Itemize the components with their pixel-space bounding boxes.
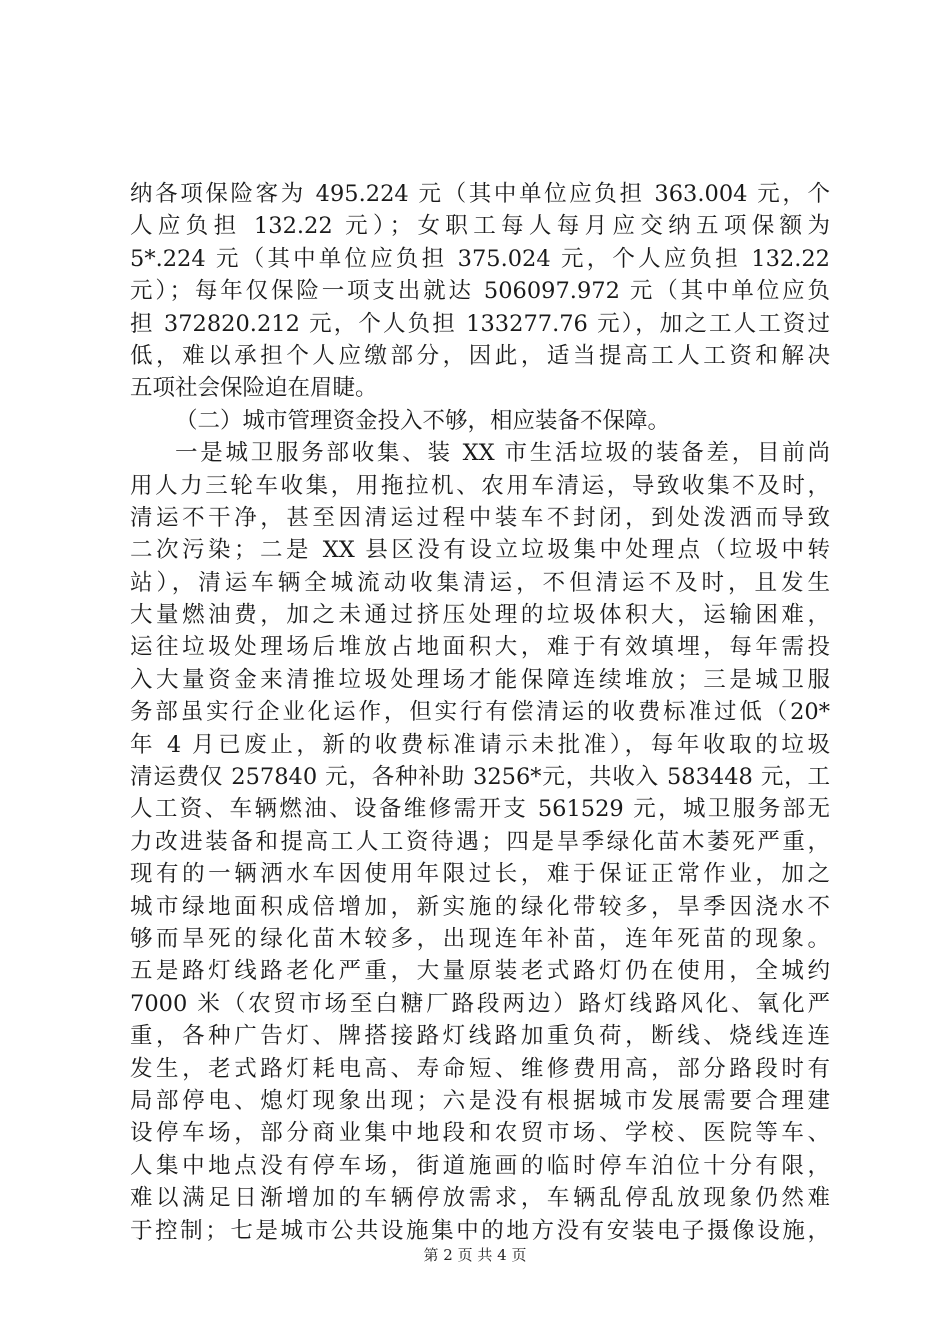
text-line: 元）；每年仅保险一项支出就达 506097.972 元（其中单位应负 xyxy=(130,278,830,305)
text-line: 力改进装备和提高工人工资待遇；四是旱季绿化苗木萎死严重， xyxy=(130,828,830,855)
text-line: 清运不干净，甚至因清运过程中装车不封闭，到处泼洒而导致 xyxy=(130,504,830,531)
text-line: 入大量资金来清推垃圾处理场才能保障连续堆放；三是城卫服 xyxy=(130,666,830,693)
text-line: 人工资、车辆燃油、设备维修需开支 561529 元，城卫服务部无 xyxy=(130,796,830,823)
text-line: 年 4 月已废止，新的收费标准请示未批准），每年收取的垃圾 xyxy=(130,731,830,758)
text-line: 于控制；七是城市公共设施集中的地方没有安装电子摄像设施， xyxy=(130,1217,830,1244)
text-line: 运往垃圾处理场后堆放占地面积大，难于有效填埋，每年需投 xyxy=(130,634,830,661)
text-line: 人集中地点没有停车场，街道施画的临时停车泊位十分有限， xyxy=(130,1152,830,1179)
text-line: 低，难以承担个人应缴部分，因此，适当提高工人工资和解决 xyxy=(130,342,830,369)
text-line: 纳各项保险客为 495.224 元（其中单位应负担 363.004 元，个 xyxy=(130,181,830,207)
text-line: 5*.224 元（其中单位应负担 375.024 元，个人应负担 132.22 xyxy=(130,245,830,272)
text-line: 人应负担 132.22 元）；女职工每人每月应交纳五项保额为 xyxy=(130,213,830,240)
text-line: 重，各种广告灯、牌搭接路灯线路加重负荷，断线、烧线连连 xyxy=(130,1023,830,1050)
text-line: 大量燃油费，加之未通过挤压处理的垃圾体积大，运输困难， xyxy=(130,602,830,629)
text-line: 城市绿地面积成倍增加，新实施的绿化带较多，旱季因浇水不 xyxy=(130,893,830,920)
text-line: 局部停电、熄灯现象出现；六是没有根据城市发展需要合理建 xyxy=(130,1087,830,1114)
text-line: 五项社会保险迫在眉睫。 xyxy=(130,375,378,402)
text-line: 清运费仅 257840 元，各种补助 3256*元，共收入 583448 元，工 xyxy=(130,764,830,791)
text-line: 务部虽实行企业化运作，但实行有偿清运的收费标准过低（20* xyxy=(130,699,830,726)
page-number-footer: 第 2 页 共 4 页 xyxy=(423,1246,527,1264)
text-line: 用人力三轮车收集，用拖拉机、农用车清运，导致收集不及时， xyxy=(130,472,830,499)
document-body xyxy=(130,178,830,1247)
paragraph-first-line: 一是城卫服务部收集、装 XX 市生活垃圾的装备差，目前尚 xyxy=(175,440,830,467)
text-line: 难以满足日渐增加的车辆停放需求，车辆乱停乱放现象仍然难 xyxy=(130,1185,830,1212)
text-line: 五是路灯线路老化严重，大量原装老式路灯仍在使用，全城约 xyxy=(130,958,830,985)
text-line: 够而旱死的绿化苗木较多，出现连年补苗，连年死苗的现象。 xyxy=(130,925,830,952)
text-line: 站），清运车辆全城流动收集清运，不但清运不及时，且发生 xyxy=(130,569,830,596)
section-heading: （二）城市管理资金投入不够，相应装备不保障。 xyxy=(175,407,671,434)
text-line: 设停车场，部分商业集中地段和农贸市场、学校、医院等车、 xyxy=(130,1120,830,1147)
text-line: 现有的一辆洒水车因使用年限过长，难于保证正常作业，加之 xyxy=(130,861,830,888)
text-line: 7000 米（农贸市场至白糖厂路段两边）路灯线路风化、氧化严 xyxy=(130,990,830,1017)
text-line: 二次污染；二是 XX 县区没有设立垃圾集中处理点（垃圾中转 xyxy=(130,537,830,564)
text-line: 担 372820.212 元，个人负担 133277.76 元），加之工人工资过 xyxy=(130,310,830,337)
text-line: 发生，老式路灯耗电高、寿命短、维修费用高，部分路段时有 xyxy=(130,1055,830,1082)
